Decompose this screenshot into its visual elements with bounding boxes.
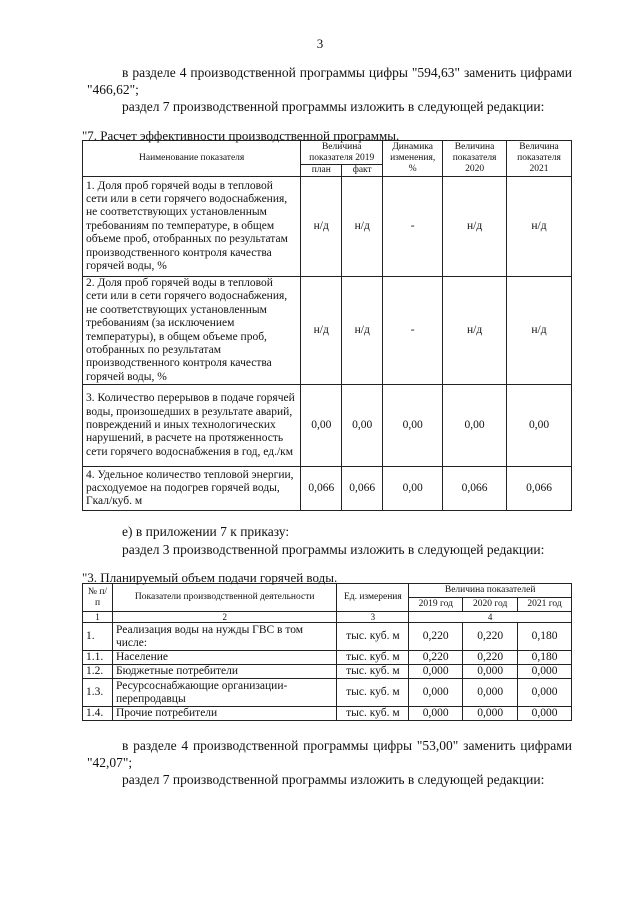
row-2020: н/д	[443, 177, 507, 277]
row-fact: н/д	[342, 177, 383, 277]
header-plan: план	[301, 165, 342, 177]
table-row	[83, 651, 572, 665]
outro-line1-cont: "42,07";	[87, 755, 133, 770]
row-name: Прочие потребители	[112, 707, 336, 721]
row-name: 1. Доля проб горячей воды в тепловой сети или в сети горячего водоснабжения, не соответствующих установленным требованиям по температуре, в общем объеме проб, отобранных по результатам производственного контроля качества горячей воды, %	[83, 177, 301, 277]
row-2019: 0,000	[409, 665, 463, 679]
row-fact: н/д	[342, 277, 383, 385]
row-num: 1.1.	[83, 651, 113, 665]
row-2021: 0,000	[518, 665, 572, 679]
header-name: Наименование показателя	[83, 141, 301, 177]
row-fact: 0,00	[342, 385, 383, 467]
row-unit: тыс. куб. м	[337, 679, 409, 707]
row-name: Реализация воды на нужды ГВС в том числе:	[112, 623, 336, 651]
row-2020: н/д	[443, 277, 507, 385]
row-2021: 0,000	[518, 679, 572, 707]
outro-line2: раздел 7 производственной программы изложить в следующей редакции:	[122, 772, 545, 787]
header-unit: Ед. измерения	[337, 584, 409, 612]
row-name: Ресурсоснабжающие организации-перепродавцы	[112, 679, 336, 707]
row-2021: 0,180	[518, 651, 572, 665]
row-plan: 0,066	[301, 467, 342, 511]
row-unit: тыс. куб. м	[337, 665, 409, 679]
row-dynamics: -	[383, 277, 443, 385]
row-2020: 0,000	[463, 679, 518, 707]
colnum-4: 4	[409, 612, 572, 623]
header-fact: факт	[342, 165, 383, 177]
row-2019: 0,000	[409, 679, 463, 707]
row-num: 1.3.	[83, 679, 113, 707]
table-row	[83, 177, 572, 277]
page-number: 3	[316, 36, 324, 51]
efficiency-table	[82, 140, 572, 511]
row-num: 1.2.	[83, 665, 113, 679]
table-row	[83, 679, 572, 707]
row-name: 4. Удельное количество тепловой энергии, расходуемое на подогрев горячей воды, Гкал/куб. м	[83, 467, 301, 511]
colnum-3: 3	[337, 612, 409, 623]
row-2021: н/д	[507, 177, 572, 277]
intro-line1-cont: "466,62";	[87, 82, 139, 97]
row-unit: тыс. куб. м	[337, 707, 409, 721]
header-2019: 2019 год	[409, 598, 463, 612]
row-unit: тыс. куб. м	[337, 651, 409, 665]
header-2020: 2020 год	[463, 598, 518, 612]
header-num: № п/п	[83, 584, 113, 612]
row-2019: 0,000	[409, 707, 463, 721]
row-name: Бюджетные потребители	[112, 665, 336, 679]
row-name: 3. Количество перерывов в подаче горячей воды, произошедших в результате аварий, повреждений и иных технологических нарушений, в расчете на протяженность сети горячего водоснабжения в год, ед./км	[83, 385, 301, 467]
header-value-2020: Величина показателя 2020	[443, 141, 507, 177]
row-plan: н/д	[301, 177, 342, 277]
colnum-2: 2	[112, 612, 336, 623]
row-2021: 0,00	[507, 385, 572, 467]
header-2021: 2021 год	[518, 598, 572, 612]
row-2021: 0,000	[518, 707, 572, 721]
row-2020: 0,220	[463, 623, 518, 651]
row-2020: 0,220	[463, 651, 518, 665]
mid-line1: е) в приложении 7 к приказу:	[122, 524, 290, 539]
table1-caption: "7. Расчет эффективности производственной программы.	[82, 128, 400, 143]
table-row	[83, 467, 572, 511]
header-activity: Показатели производственной деятельности	[112, 584, 336, 612]
row-fact: 0,066	[342, 467, 383, 511]
row-unit: тыс. куб. м	[337, 623, 409, 651]
header-value-2019: Величина показателя 2019	[301, 141, 383, 165]
row-2020: 0,000	[463, 665, 518, 679]
row-name: Население	[112, 651, 336, 665]
row-plan: н/д	[301, 277, 342, 385]
mid-line2: раздел 3 производственной программы изложить в следующей редакции:	[122, 542, 545, 557]
table-row	[83, 707, 572, 721]
row-2021: н/д	[507, 277, 572, 385]
row-plan: 0,00	[301, 385, 342, 467]
row-2021: 0,066	[507, 467, 572, 511]
supply-volume-table	[82, 583, 572, 721]
intro-line1: в разделе 4 производственной программы цифры "594,63" заменить цифрами	[122, 65, 572, 80]
outro-line1: в разделе 4 производственной программы цифры "53,00" заменить цифрами	[122, 738, 572, 753]
row-dynamics: 0,00	[383, 467, 443, 511]
header-dynamics: Динамика изменения, %	[383, 141, 443, 177]
header-values: Величина показателей	[409, 584, 572, 598]
row-dynamics: 0,00	[383, 385, 443, 467]
row-2020: 0,000	[463, 707, 518, 721]
table-row	[83, 385, 572, 467]
row-2020: 0,00	[443, 385, 507, 467]
row-2019: 0,220	[409, 651, 463, 665]
row-num: 1.4.	[83, 707, 113, 721]
row-num: 1.	[83, 623, 113, 651]
table2-caption: "3. Планируемый объем подачи горячей воды.	[82, 570, 338, 585]
colnum-1: 1	[83, 612, 113, 623]
table-row	[83, 277, 572, 385]
row-dynamics: -	[383, 177, 443, 277]
row-2020: 0,066	[443, 467, 507, 511]
intro-line2: раздел 7 производственной программы изложить в следующей редакции:	[122, 99, 545, 114]
table-row	[83, 665, 572, 679]
table-row	[83, 623, 572, 651]
row-2021: 0,180	[518, 623, 572, 651]
header-value-2021: Величина показателя 2021	[507, 141, 572, 177]
row-name: 2. Доля проб горячей воды в тепловой сети или в сети горячего водоснабжения, не соответствующих установленным требованиям (за исключением температуры), в общем объеме проб, отобранных по результатам производственного контроля качества горячей воды, %	[83, 277, 301, 385]
row-2019: 0,220	[409, 623, 463, 651]
